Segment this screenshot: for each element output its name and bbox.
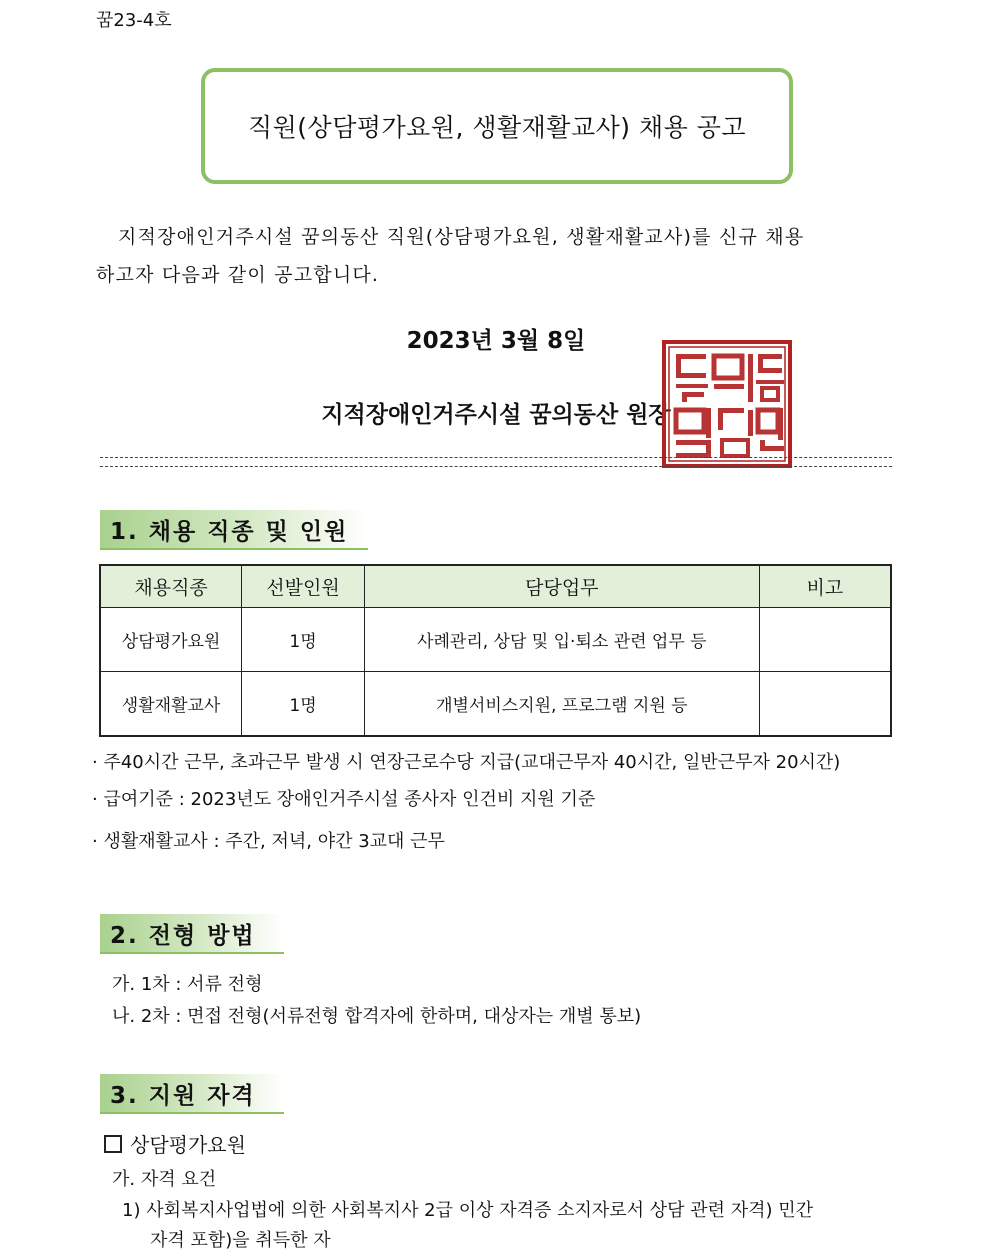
section-3-heading: 3. 지원 자격: [100, 1074, 284, 1114]
selection-step-2: 나. 2차 : 면접 전형(서류전형 합격자에 한하며, 대상자는 개별 통보): [112, 1006, 642, 1027]
subheading-counselor: [104, 1129, 246, 1158]
cell-job: 상담평가요원: [100, 608, 242, 672]
table-row: [100, 672, 891, 737]
note-shift-work: · 생활재활교사 : 주간, 저녁, 야간 3교대 근무: [92, 831, 445, 852]
cell-remark: [759, 672, 891, 737]
note-salary-standard: · 급여기준 : 2023년도 장애인거주시설 종사자 인건비 지원 기준: [92, 789, 596, 810]
table-header-row: [100, 565, 891, 608]
checkbox-square-icon: [104, 1135, 122, 1153]
positions-table: [99, 564, 892, 737]
organization-name: 지적장애인거주시설 꿈의동산 원장: [321, 402, 671, 428]
section-1-heading: 1. 채용 직종 및 인원: [100, 510, 368, 550]
note-working-hours: · 주40시간 근무, 초과근무 발생 시 연장근로수당 지급(교대근무자 40시간, 일반근무자 20시간): [92, 752, 841, 773]
qualification-heading: 가. 자격 요건: [112, 1169, 217, 1190]
cell-remark: [759, 608, 891, 672]
divider-line-2: [100, 466, 892, 467]
qualification-item-1-cont: 자격 포함)을 취득한 자: [150, 1230, 331, 1251]
header-remarks: 비고: [759, 565, 891, 608]
divider-line-1: [100, 457, 892, 458]
announcement-date: 2023년 3월 8일: [406, 328, 586, 354]
qualification-item-1: 1) 사회복지사업법에 의한 사회복지사 2급 이상 자격증 소지자로서 상담 관련 자격) 민간: [122, 1200, 814, 1221]
intro-line-2: 하고자 다음과 같이 공고합니다.: [96, 264, 380, 286]
cell-duty: 사례관리, 상담 및 입·퇴소 관련 업무 등: [364, 608, 759, 672]
header-duties: 담당업무: [364, 565, 759, 608]
document-number: 꿈23-4호: [96, 10, 172, 31]
page-title: 직원(상담평가요원, 생활재활교사) 채용 공고: [248, 113, 746, 142]
selection-step-1: 가. 1차 : 서류 전형: [112, 974, 263, 995]
header-headcount: 선발인원: [242, 565, 365, 608]
table-row: [100, 608, 891, 672]
intro-line-1: 지적장애인거주시설 꿈의동산 직원(상담평가요원, 생활재활교사)를 신규 채용: [118, 226, 805, 248]
title-box: [201, 68, 793, 184]
cell-duty: 개별서비스지원, 프로그램 지원 등: [364, 672, 759, 737]
cell-job: 생활재활교사: [100, 672, 242, 737]
official-seal-stamp: [662, 340, 792, 468]
header-job-type: 채용직종: [100, 565, 242, 608]
subheading-label: 상담평가요원: [130, 1133, 246, 1157]
cell-count: 1명: [242, 672, 365, 737]
section-2-heading: 2. 전형 방법: [100, 914, 284, 954]
cell-count: 1명: [242, 608, 365, 672]
